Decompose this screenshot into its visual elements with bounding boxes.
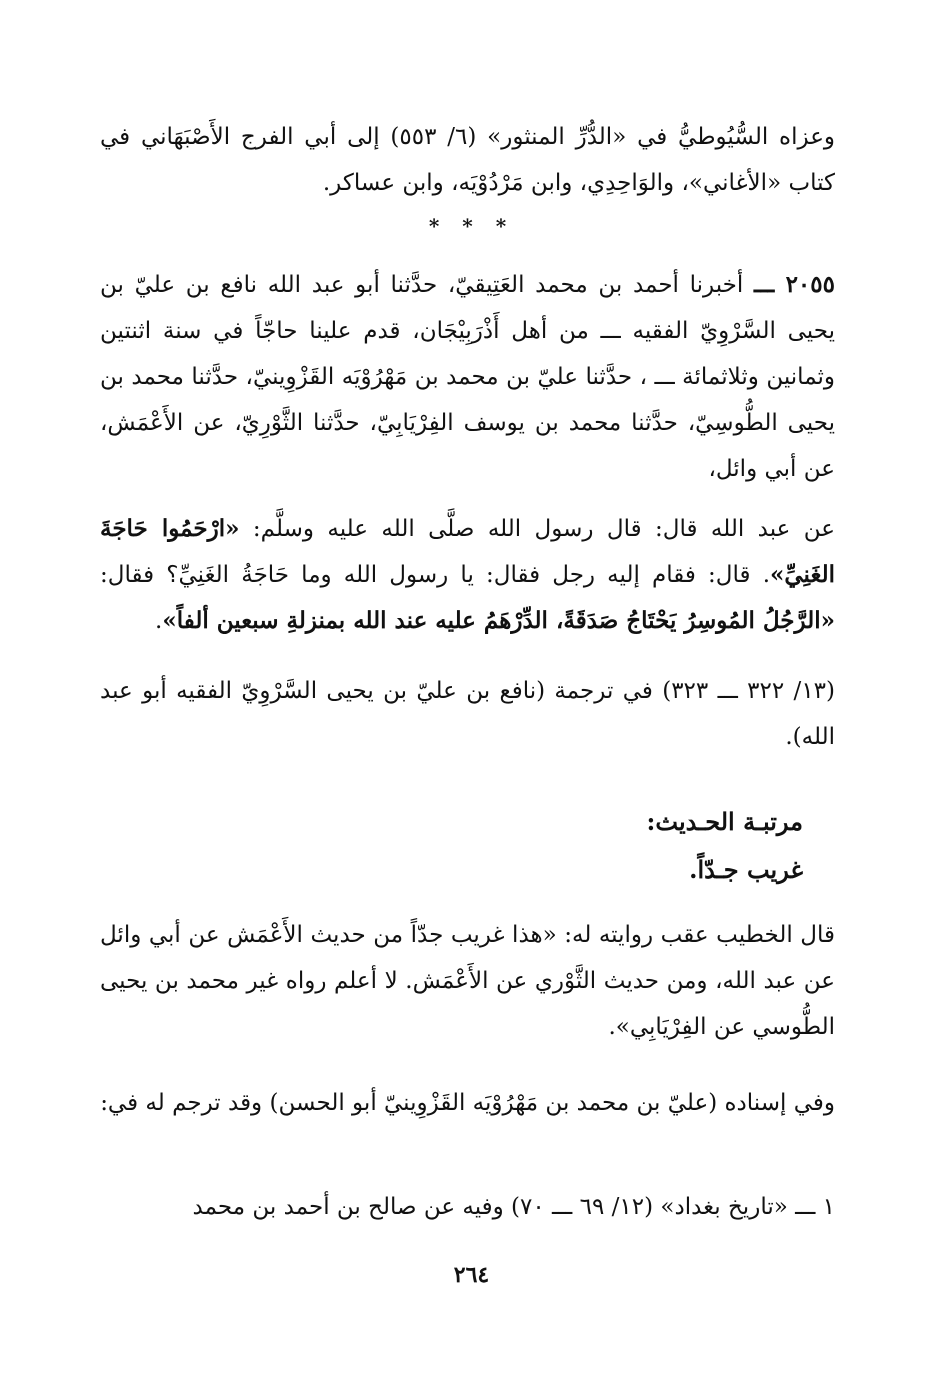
paragraph-isnad-note: وفي إسناده (عليّ بن محمد بن مَهْرُوْيَه القَزْوِينيّ أبو الحسن) وقد ترجم له في:: [100, 1090, 835, 1116]
hadith-quote-1: «ارْحَمُوا حَاجَةَ الغَنِيِّ»: [100, 515, 835, 588]
paragraph-reference-list-item: ١ ـــ «تاريخ بغداد» (١٢/ ٦٩ ـــ ٧٠) وفيه عن صالح بن أحمد بن محمد: [192, 1194, 835, 1220]
paragraph-hadith-chain: [100, 262, 835, 492]
paragraph-khatib-comment: قال الخطيب عقب روايته له: «هذا غريب جدّاً من حديث الأَعْمَش عن أبي وائل عن عبد الله، ومن حديث الثَّوْري عن الأَعْمَش. لا أعلم رواه غير محمد بن يحيى الطُّوسي عن الفِرْيَابِي».: [100, 922, 835, 1040]
hadith-middle: . قال: فقام إليه رجل فقال: يا رسول الله وما حَاجَةُ الغَنِيِّ؟ فقال:: [100, 562, 771, 588]
hadith-quote-2: «الرَّجُلُ المُوسِرُ يَحْتَاجُ صَدَقَةً، الدِّرْهَمُ عليه عند الله بمنزلةِ سبعين ألفاً»: [162, 607, 835, 634]
hadith-number: ٢٠٥٥ ـــ: [753, 271, 835, 298]
hadith-chain-text: أخبرنا أحمد بن محمد العَتِيقيّ، حدَّثنا أبو عبد الله نافع بن عليّ بن يحيى السَّرْوِيّ الفقيه ـــ من أهل أَذْرَبِيْجَان، قدم علينا حاجّاً في سنة اثنتين وثمانين وثلاثمائة ـــ ، حدَّثنا عليّ بن محمد بن مَهْرُوْيَه القَزْوِينيّ، حدَّثنا محمد بن يحيى الطُّوسِيّ، حدَّثنا محمد بن يوسف الفِرْيَابِيّ، حدَّثنا الثَّوْرِيّ، عن الأَعْمَش، عن أبي وائل،: [100, 272, 835, 482]
section-heading: مرتبـة الحـديث:: [646, 807, 803, 836]
hadith-end: .: [155, 608, 163, 634]
paragraph-attribution: وعزاه السُّيُوطيُّ في «الدُّرِّ المنثور» (٦/ ٥٥٣) إلى أبي الفرج الأَصْبَهَاني في كتاب «الأغاني»، والوَاحِدِي، وابن مَرْدُوْيَه، وابن عساكر.: [100, 124, 836, 196]
page-number: ٢٦٤: [453, 1262, 490, 1288]
hadith-intro: عن عبد الله قال: قال رسول الله صلَّى الله عليه وسلَّم:: [239, 516, 835, 542]
paragraph-hadith-text: [100, 506, 835, 644]
hadith-grade: غريب جـدّاً.: [689, 855, 803, 884]
section-separator: * * *: [428, 214, 515, 238]
paragraph-source-reference: (١٣/ ٣٢٢ ـــ ٣٢٣) في ترجمة (نافع بن عليّ بن يحيى السَّرْوِيّ الفقيه أبو عبد الله).: [100, 678, 836, 750]
